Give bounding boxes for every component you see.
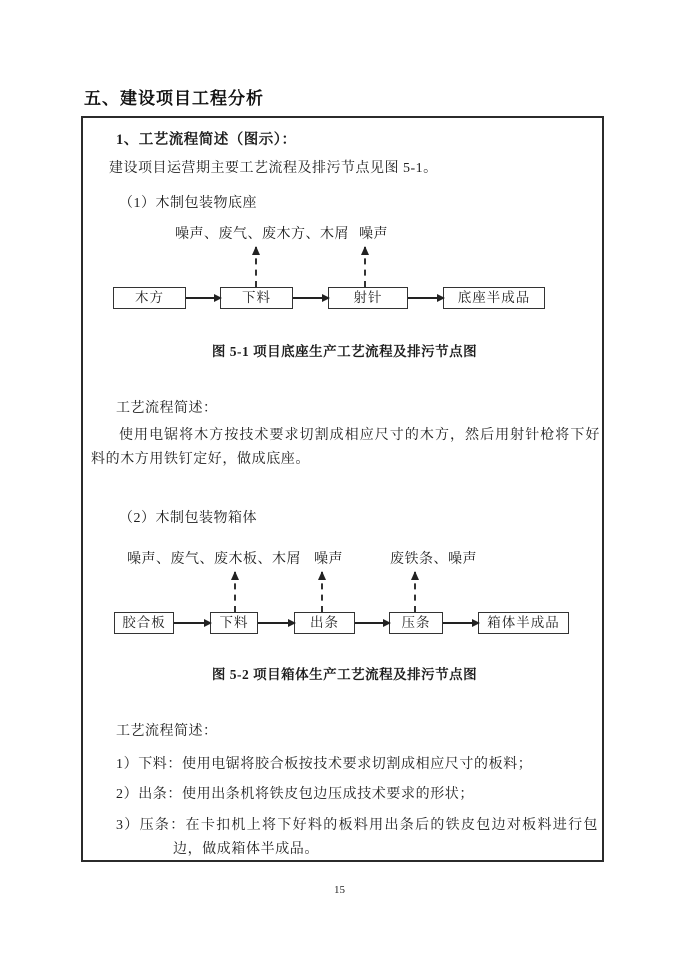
flow-arrow-icon: [355, 622, 389, 624]
pollutant-label: 噪声、废气、废木方、木屑: [175, 227, 349, 242]
process-description-text: 使用电锯将木方按技术要求切割成相应尺寸的木方，然后用射针枪将下好料的木方用铁钉定好，做成底座。: [91, 428, 600, 467]
pollutant-label: 噪声: [314, 552, 343, 567]
flow-arrow-icon: [186, 297, 220, 299]
pollutant-label: 废铁条、噪声: [390, 552, 477, 567]
page-number: 15: [334, 884, 345, 896]
emission-dashed-arrow-icon: [364, 247, 366, 287]
flow-step-box: 胶合板: [114, 612, 174, 634]
flow-arrow-icon: [443, 622, 478, 624]
process-description-label: 工艺流程简述：: [116, 401, 218, 416]
diagram1-heading: （1）木制包装物底座: [119, 196, 257, 211]
figure-caption: 图 5-2 项目箱体生产工艺流程及排污节点图: [211, 667, 478, 682]
section-heading: 1、工艺流程简述（图示）：: [116, 132, 297, 148]
emission-dashed-arrow-icon: [321, 572, 323, 612]
flow-step-box: 下料: [220, 287, 293, 309]
emission-dashed-arrow-icon: [255, 247, 257, 287]
page-title: 五、建设项目工程分析: [84, 89, 264, 108]
flow-arrow-icon: [174, 622, 210, 624]
process-step: 3）压条：在卡扣机上将下好料的板料用出条后的铁皮包边对板料进行包边，做成箱体半成品。: [116, 818, 598, 857]
process-step: 2）出条：使用出条机将铁皮包边压成技术要求的形状；: [116, 787, 474, 802]
emission-dashed-arrow-icon: [234, 572, 236, 612]
pollutant-label: 噪声、废气、废木板、木屑: [127, 552, 301, 567]
flow-step-box: 压条: [389, 612, 443, 634]
process-description-label: 工艺流程简述：: [116, 724, 218, 739]
flow-arrow-icon: [258, 622, 294, 624]
emission-dashed-arrow-icon: [414, 572, 416, 612]
content-border-box: [81, 116, 604, 862]
diagram2-flowchart: [83, 548, 606, 644]
diagram1-flowchart: [83, 223, 606, 319]
flow-step-box: 底座半成品: [443, 287, 545, 309]
flow-arrow-icon: [293, 297, 328, 299]
flow-step-box: 下料: [210, 612, 258, 634]
flow-step-box: 出条: [294, 612, 355, 634]
section-intro: 建设项目运营期主要工艺流程及排污节点见图 5-1。: [109, 161, 438, 176]
process-step: 1）下料：使用电锯将胶合板按技术要求切割成相应尺寸的板料；: [116, 757, 533, 772]
figure-caption: 图 5-1 项目底座生产工艺流程及排污节点图: [211, 344, 478, 359]
flow-arrow-icon: [408, 297, 443, 299]
flow-step-box: 射针: [328, 287, 408, 309]
diagram2-heading: （2）木制包装物箱体: [119, 511, 257, 526]
flow-step-box: 木方: [113, 287, 186, 309]
flow-step-box: 箱体半成品: [478, 612, 569, 634]
pollutant-label: 噪声: [359, 227, 388, 242]
